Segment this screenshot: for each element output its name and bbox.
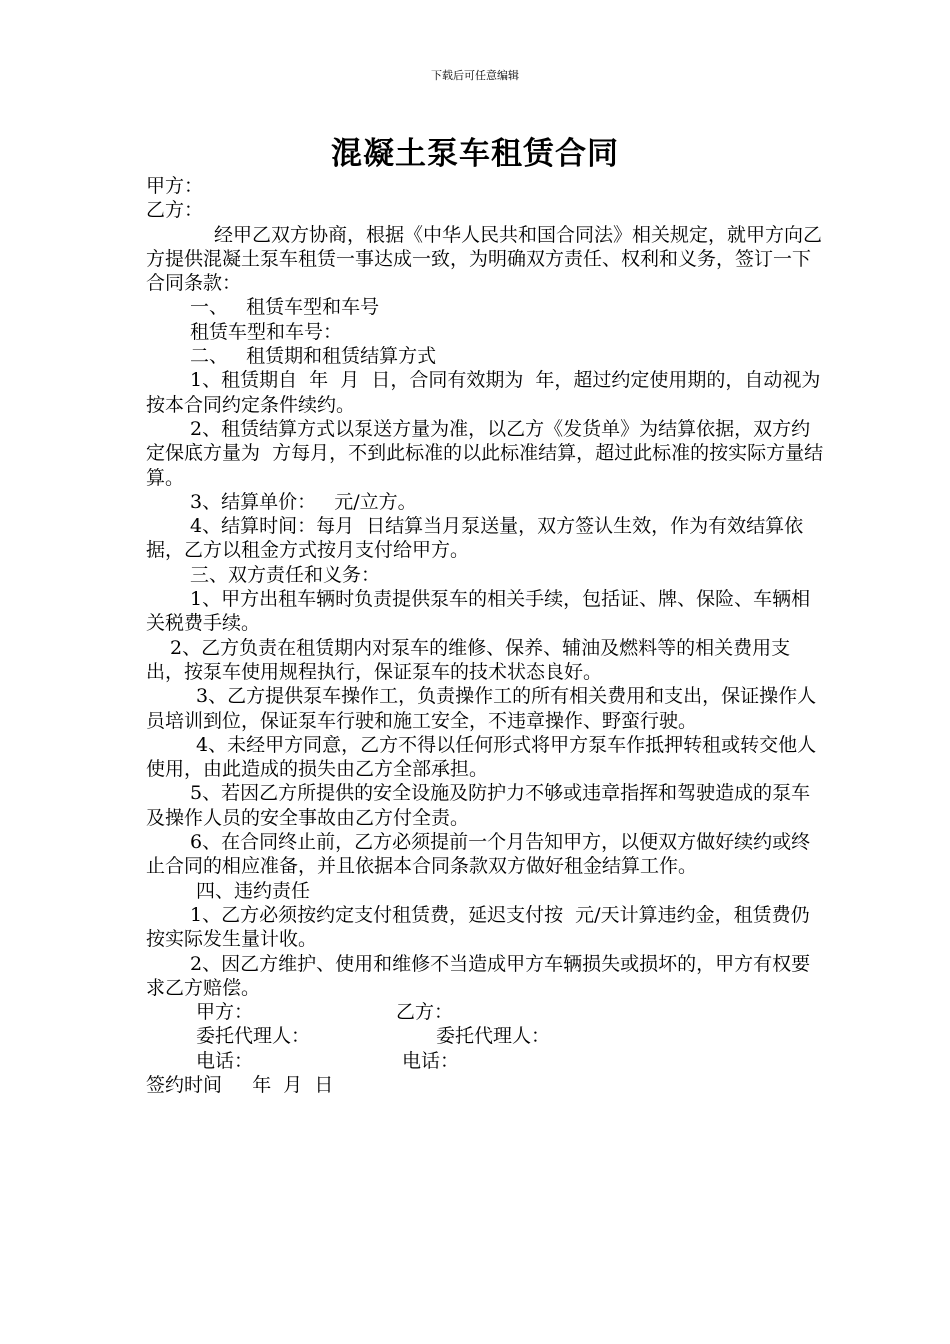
section-2-clause-3: 3、结算单价： 元/立方。 bbox=[190, 490, 417, 513]
section-1-title: 一、 租赁车型和车号 bbox=[190, 296, 380, 319]
intro-paragraph: 经甲乙双方协商，根据《中华人民共和国合同法》相关规定，就甲方向乙方提供混凝土泵车租赁一事达成一致，为明确双方责任、权利和义务，签订一下合同条款： bbox=[146, 223, 823, 295]
section-2-clause-1: 1、租赁期自 年 月 日，合同有效期为 年，超过约定使用期的，自动视为按本合同约定条件续约。 bbox=[146, 369, 821, 416]
signature-party-a: 甲方： bbox=[196, 1001, 254, 1024]
signature-row-phone bbox=[146, 1049, 826, 1073]
contract-body bbox=[146, 174, 826, 1097]
contract-title: 混凝土泵车租赁合同 bbox=[331, 136, 619, 172]
section-3-clause-5: 5、若因乙方所提供的安全设施及防护力不够或违章指挥和驾驶造成的泵车及操作人员的安全事故由乙方付全责。 bbox=[146, 782, 811, 829]
signature-row-agent bbox=[146, 1024, 826, 1048]
signature-phone-a: 电话： bbox=[196, 1049, 254, 1072]
section-1-item: 租赁车型和车号： bbox=[190, 320, 343, 343]
signing-date: 签约时间 年 月 日 bbox=[146, 1073, 334, 1096]
signature-party-b: 乙方： bbox=[396, 1001, 454, 1024]
section-2-clause-4: 4、结算时间：每月 日结算当月泵送量，双方签认生效，作为有效结算依据，乙方以租金方式按月支付给甲方。 bbox=[146, 515, 804, 562]
section-4-title: 四、违约责任 bbox=[196, 879, 311, 902]
party-a-line: 甲方： bbox=[146, 175, 204, 197]
section-3-clause-3: 3、乙方提供泵车操作工，负责操作工的所有相关费用和支出，保证操作人员培训到位，保证泵车行驶和施工安全，不违章操作、野蛮行驶。 bbox=[146, 685, 817, 732]
section-3-clause-2: 2、乙方负责在租赁期内对泵车的维修、保养、辅油及燃料等的相关费用支出，按泵车使用规程执行，保证泵车的技术状态良好。 bbox=[146, 636, 791, 683]
section-2-title: 二、 租赁期和租赁结算方式 bbox=[190, 345, 437, 368]
section-3-clause-1: 1、甲方出租车辆时负责提供泵车的相关手续，包括证、牌、保险、车辆相关税费手续。 bbox=[146, 588, 811, 635]
signature-agent-b: 委托代理人： bbox=[436, 1025, 551, 1048]
signature-agent-a: 委托代理人： bbox=[196, 1025, 311, 1048]
signature-phone-b: 电话： bbox=[402, 1049, 460, 1072]
signature-row-party bbox=[146, 1000, 826, 1024]
party-b-line: 乙方： bbox=[146, 199, 204, 222]
section-3-clause-4: 4、未经甲方同意，乙方不得以任何形式将甲方泵车作抵押转租或转交他人使用，由此造成的损失由乙方全部承担。 bbox=[146, 733, 817, 781]
header-note: 下载后可任意编辑 bbox=[431, 69, 519, 82]
section-4-clause-2: 2、因乙方维护、使用和维修不当造成甲方车辆损失或损坏的，甲方有权要求乙方赔偿。 bbox=[146, 952, 811, 999]
section-4-clause-1: 1、乙方必须按约定支付租赁费，延迟支付按 元/天计算违约金，租赁费仍按实际发生量计收。 bbox=[146, 903, 810, 951]
section-2-clause-2: 2、租赁结算方式以泵送方量为准，以乙方《发货单》为结算依据，双方约定保底方量为 方每月，不到此标准的以此标准结算，超过此标准的按实际方量结算。 bbox=[146, 417, 824, 489]
section-3-title: 三、双方责任和义务： bbox=[190, 563, 381, 586]
section-3-clause-6: 6、在合同终止前，乙方必须提前一个月告知甲方，以便双方做好续约或终止合同的相应准备，并且依据本合同条款双方做好租金结算工作。 bbox=[146, 831, 811, 878]
